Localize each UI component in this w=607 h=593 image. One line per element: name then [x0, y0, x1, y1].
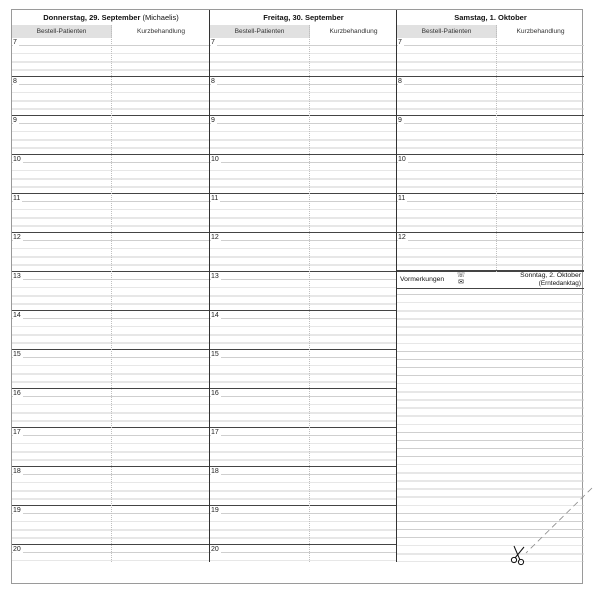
day-title: [397, 10, 584, 25]
hour-label: 8: [398, 78, 402, 85]
hour-label: 10: [13, 156, 21, 163]
hour-label: 7: [398, 39, 402, 46]
hour-label: 12: [13, 234, 21, 241]
hour-label: 16: [211, 390, 219, 397]
hour-label: 13: [211, 273, 219, 280]
day-column-1: [12, 10, 210, 562]
hour-slot[interactable]: [210, 38, 397, 77]
hour-label: 20: [13, 546, 21, 553]
hour-slot[interactable]: [210, 311, 397, 350]
hour-label: 12: [398, 234, 406, 241]
day-column-3: [397, 10, 584, 562]
scissors-icon: [511, 546, 524, 565]
vormerkungen-label: Vormerkungen: [400, 276, 445, 283]
hour-label: 8: [211, 78, 215, 85]
day-note: (Michaelis): [142, 13, 179, 22]
column-divider: [496, 25, 497, 272]
envelope-icon: ✉: [458, 279, 464, 286]
subheader-kurzbehandlung: Kurzbehandlung: [496, 25, 584, 38]
subheader-bestell-patienten: Bestell-Patienten: [397, 25, 496, 38]
column-subheader: [210, 25, 397, 38]
contact-icons: [456, 272, 466, 286]
hour-label: 11: [211, 195, 219, 202]
hour-slot[interactable]: [210, 350, 397, 389]
hour-label: 15: [13, 351, 21, 358]
hour-label: 14: [211, 312, 219, 319]
hour-slot[interactable]: [210, 233, 397, 272]
hour-label: 18: [13, 468, 21, 475]
hour-label: 8: [13, 78, 17, 85]
day-date: Donnerstag, 29. September: [43, 13, 141, 22]
hour-label: 11: [398, 195, 406, 202]
day-date: Freitag, 30. September: [263, 13, 344, 22]
hour-label: 17: [13, 429, 21, 436]
hour-label: 13: [13, 273, 21, 280]
hour-label: 19: [211, 507, 219, 514]
day-column-2: [210, 10, 397, 562]
hour-slot[interactable]: [397, 77, 584, 116]
hour-label: 19: [13, 507, 21, 514]
hour-slot[interactable]: [210, 194, 397, 233]
cut-line: [506, 485, 596, 570]
hour-label: 12: [211, 234, 219, 241]
hour-slot[interactable]: [397, 116, 584, 155]
hour-slot[interactable]: [210, 506, 397, 545]
hour-slot[interactable]: [397, 38, 584, 77]
hour-label: 10: [398, 156, 406, 163]
hour-label: 20: [211, 546, 219, 553]
subheader-kurzbehandlung: Kurzbehandlung: [111, 25, 210, 38]
hour-slot[interactable]: [210, 116, 397, 155]
hour-label: 16: [13, 390, 21, 397]
sunday-note: [520, 272, 581, 287]
phone-icon: ☏: [456, 272, 466, 279]
column-divider: [111, 25, 112, 562]
planner-page: [11, 9, 583, 584]
hour-slot[interactable]: [210, 155, 397, 194]
hour-slot[interactable]: [397, 194, 584, 233]
hour-label: 9: [13, 117, 17, 124]
hour-label: 11: [13, 195, 21, 202]
hour-slot[interactable]: [397, 155, 584, 194]
day-title: [210, 10, 397, 25]
sunday-title: Sonntag, 2. Oktober: [520, 272, 581, 279]
subheader-bestell-patienten: Bestell-Patienten: [210, 25, 309, 38]
column-subheader: [397, 25, 584, 38]
sunday-holiday: (Erntedanktag): [538, 279, 581, 287]
hour-slot[interactable]: [210, 77, 397, 116]
hour-slot[interactable]: [210, 389, 397, 428]
hour-label: 15: [211, 351, 219, 358]
hour-label: 9: [398, 117, 402, 124]
day-date: Samstag, 1. Oktober: [454, 13, 527, 22]
hour-slot[interactable]: [210, 428, 397, 467]
hour-label: 14: [13, 312, 21, 319]
subheader-bestell-patienten: Bestell-Patienten: [12, 25, 111, 38]
hour-label: 10: [211, 156, 219, 163]
day-title: [12, 10, 210, 25]
hour-label: 17: [211, 429, 219, 436]
column-divider: [309, 25, 310, 562]
hour-slot[interactable]: [210, 545, 397, 562]
hour-label: 18: [211, 468, 219, 475]
day-separator: [209, 10, 210, 562]
hour-slot[interactable]: [210, 467, 397, 506]
hour-label: 9: [211, 117, 215, 124]
hour-slot[interactable]: [210, 272, 397, 311]
hour-label: 7: [211, 39, 215, 46]
hour-label: 7: [13, 39, 17, 46]
hour-slot[interactable]: [397, 233, 584, 272]
day-separator: [396, 10, 397, 562]
subheader-kurzbehandlung: Kurzbehandlung: [309, 25, 397, 38]
